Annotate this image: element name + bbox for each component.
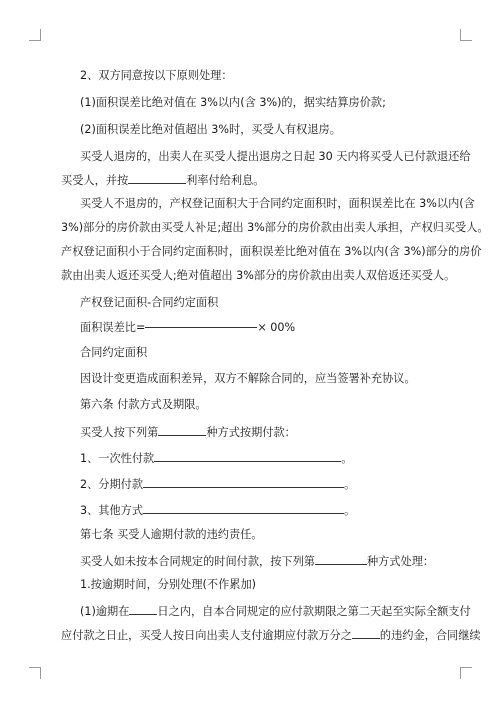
payment-method-line xyxy=(80,424,296,440)
formula-numerator: 产权登记面积-合同约定面积 xyxy=(80,296,219,309)
formula-label: 面积误差比= xyxy=(80,321,146,334)
payment-option-1 xyxy=(80,450,352,466)
rule-2: (2)面积误差比绝对值超出 3%时，买受人有权退房。 xyxy=(80,123,341,136)
no-return-line-2: 3%)部分的房价款由买受人补足;超出 3%部分的房价款由出卖人承担，产权归买受人。 xyxy=(61,221,489,234)
refund-line-2 xyxy=(61,172,264,188)
late-days-pre: (1)逾期在 xyxy=(80,605,130,618)
payment-option-2-blank xyxy=(143,476,344,488)
late-payment-pre: 买受人如未按本合同规定的时间付款，按下列第 xyxy=(80,555,315,568)
penalty-post: 的违约金，合同继续 xyxy=(379,629,481,642)
period-2: 。 xyxy=(344,478,356,491)
fraction-bar xyxy=(145,327,257,328)
payment-option-3-label: 3、其他方式 xyxy=(80,504,144,517)
no-return-line-4: 款由出卖人返还买受人;绝对值超出 3%部分的房价款由出卖人双倍返还买受人。 xyxy=(61,269,456,282)
formula-denominator: 合同约定面积 xyxy=(80,346,148,359)
late-payment-line xyxy=(80,553,434,569)
period-3: 。 xyxy=(344,504,356,517)
interest-rate-blank xyxy=(128,172,186,184)
design-change-text: 因设计变更造成面积差异，双方不解除合同的，应当签署补充协议。 xyxy=(80,372,416,385)
payment-option-3-blank xyxy=(143,502,344,514)
refund-line-1: 买受人退房的，出卖人在买受人提出退房之日起 30 天内将买受人已付款退还给 xyxy=(80,150,471,163)
period-1: 。 xyxy=(341,452,353,465)
payment-method-post: 种方式按期付款： xyxy=(206,426,296,439)
payment-option-1-blank xyxy=(154,450,341,462)
refund-text-post: 利率付给利息。 xyxy=(186,174,265,187)
formula-row xyxy=(80,321,295,335)
payment-option-2 xyxy=(80,476,355,492)
rule-1: (1)面积误差比绝对值在 3%以内(含 3%)的，据实结算房价款; xyxy=(80,96,386,109)
late-method-blank xyxy=(315,553,367,565)
article-6-heading: 第六条 付款方式及期限。 xyxy=(80,398,207,411)
payment-method-pre: 买受人按下列第 xyxy=(80,426,159,439)
no-return-line-1: 买受人不退房的，产权登记面积大于合同约定面积时，面积误差比在 3%以内(含 xyxy=(80,197,475,210)
penalty-pre: 应付款之日止，买受人按日向出卖人支付逾期应付款万分之 xyxy=(61,629,352,642)
late-item-1-1-cont xyxy=(61,627,481,643)
payment-option-2-label: 2、分期付款 xyxy=(80,478,144,491)
penalty-rate-blank xyxy=(352,627,380,639)
item-2: 2、双方同意按以下原则处理： xyxy=(80,69,233,82)
payment-method-blank xyxy=(158,424,206,436)
late-item-1-1 xyxy=(80,603,471,619)
payment-option-3 xyxy=(80,502,355,518)
refund-text-pre: 买受人，并按 xyxy=(61,174,129,187)
late-days-post: 日之内，自本合同规定的应付款期限之第二天起至实际全额支付 xyxy=(157,605,471,618)
late-days-blank xyxy=(129,603,157,615)
payment-option-1-label: 1、一次性付款 xyxy=(80,452,155,465)
late-item-1: 1.按逾期时间，分别处理(不作累加) xyxy=(80,578,257,591)
no-return-line-3: 产权登记面积小于合同约定面积时，面积误差比绝对值在 3%以内(含 3%)部分的房价 xyxy=(61,245,482,258)
late-payment-post: 种方式处理： xyxy=(366,555,435,568)
formula-tail: × 00% xyxy=(257,321,296,334)
article-7-heading: 第七条 买受人逾期付款的违约责任。 xyxy=(80,528,263,541)
